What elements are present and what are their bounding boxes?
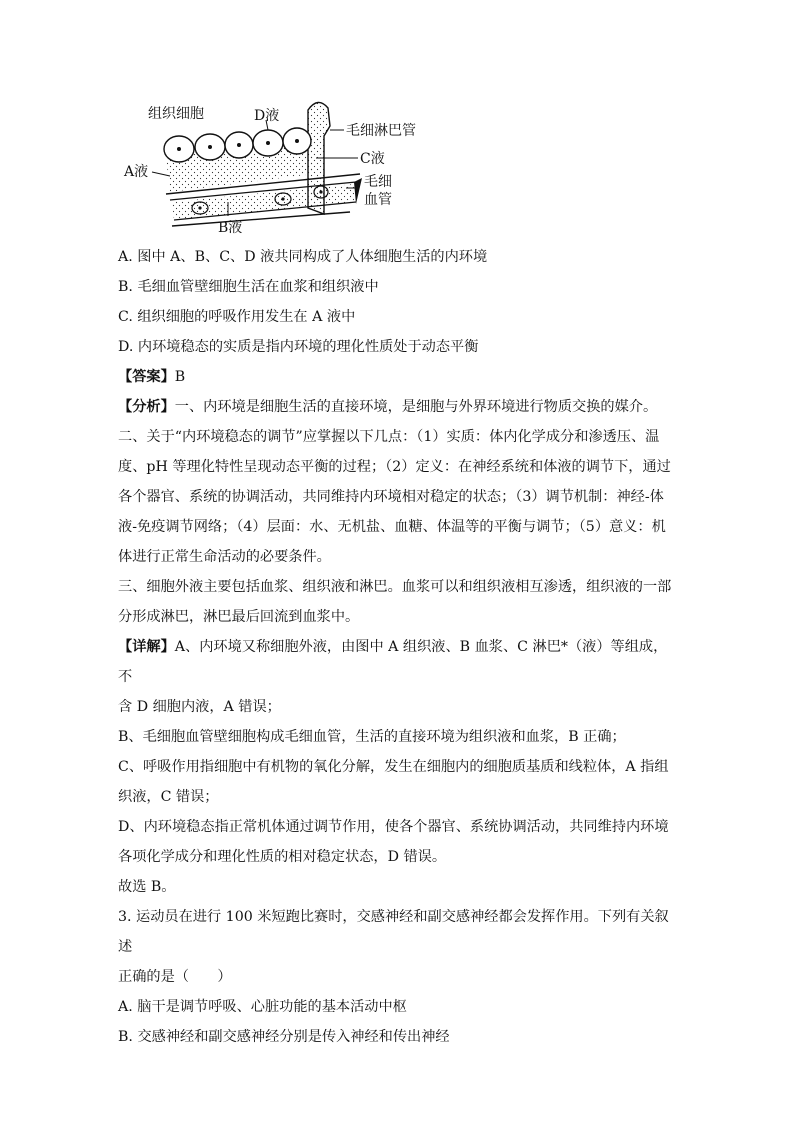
question3-stem-2: 正确的是（ ）	[118, 969, 232, 985]
detail-line-1: 【详解】A、内环境又称细胞外液，由图中 A 组织液、B 血浆、C 淋巴*（液）等组成，不	[118, 639, 668, 685]
label-a-fluid: A液	[124, 164, 149, 180]
label-b-fluid: B液	[218, 220, 243, 236]
detail-line-2: 含 D 细胞内液，A 错误；	[118, 699, 281, 715]
detail-line-6: D、内环境稳态指正常机体通过调节作用，使各个器官、系统协调活动，共同维持内环境	[118, 819, 669, 835]
label-c-fluid: C液	[360, 151, 385, 167]
detail-conclusion: 故选 B。	[118, 879, 176, 895]
analysis-tag: 【分析】	[118, 399, 175, 415]
label-blood-capillary-1: 毛细	[364, 174, 392, 190]
label-lymph-capillary: 毛细淋巴管	[346, 123, 416, 139]
question3-option-b: B. 交感神经和副交感神经分别是传入神经和传出神经	[118, 1029, 450, 1045]
analysis-line-5: 液-免疫调节网络；（4）层面：水、无机盐、血糖、体温等的平衡与调节；（5）意义：机	[118, 519, 666, 535]
question-body	[118, 242, 678, 1052]
tissue-fluid-diagram	[118, 96, 448, 238]
answer-tag: 【答案】	[118, 369, 175, 385]
option-b: B. 毛细血管壁细胞生活在血浆和组织液中	[118, 279, 379, 295]
label-blood-capillary-2: 血管	[364, 192, 392, 208]
answer-value: B	[174, 369, 186, 385]
analysis-line-2: 二、关于“内环境稳态的调节”应掌握以下几点：（1）实质：体内化学成分和渗透压、温	[118, 429, 660, 445]
analysis-line-3: 度、pH 等理化特性呈现动态平衡的过程；（2）定义：在神经系统和体液的调节下，通过	[118, 459, 671, 475]
detail-tag: 【详解】	[118, 639, 175, 655]
detail-line-7: 各项化学成分和理化性质的相对稳定状态，D 错误。	[118, 849, 447, 865]
detail-line-4: C、呼吸作用指细胞中有机物的氧化分解，发生在细胞内的细胞质基质和线粒体，A 指组	[118, 759, 669, 775]
diagram-svg	[118, 96, 448, 238]
question3-option-a: A. 脑干是调节呼吸、心脏功能的基本活动中枢	[118, 999, 407, 1015]
detail-line-3: B、毛细胞血管壁细胞构成毛细血管，生活的直接环境为组织液和血浆，B 正确；	[118, 729, 626, 745]
option-c: C. 组织细胞的呼吸作用发生在 A 液中	[118, 309, 356, 325]
label-d-fluid: D液	[254, 108, 280, 124]
question3-stem-1: 3. 运动员在进行 100 米短跑比赛时，交感神经和副交感神经都会发挥作用。下列有关叙述	[118, 909, 669, 955]
analysis-line-8: 分形成淋巴，淋巴最后回流到血浆中。	[118, 609, 360, 625]
capillary-end	[354, 178, 362, 204]
analysis-line-6: 体进行正常生命活动的必要条件。	[118, 549, 331, 565]
answer-line	[118, 362, 678, 392]
option-a: A. 图中 A、B、C、D 液共同构成了人体细胞生活的内环境	[118, 249, 488, 265]
analysis-line-7: 三、细胞外液主要包括血浆、组织液和淋巴。血浆可以和组织液相互渗透，组织液的一部	[118, 579, 672, 595]
analysis-line-4: 各个器官、系统的协调活动，共同维持内环境相对稳定的状态；（3）调节机制：神经-体	[118, 489, 664, 505]
detail-line-5: 织液，C 错误；	[118, 789, 219, 805]
analysis-line-1: 【分析】一、内环境是细胞生活的直接环境，是细胞与外界环境进行物质交换的媒介。	[118, 399, 658, 415]
label-tissue-cell: 组织细胞	[148, 106, 204, 122]
option-d: D. 内环境稳态的实质是指内环境的理化性质处于动态平衡	[118, 339, 479, 355]
